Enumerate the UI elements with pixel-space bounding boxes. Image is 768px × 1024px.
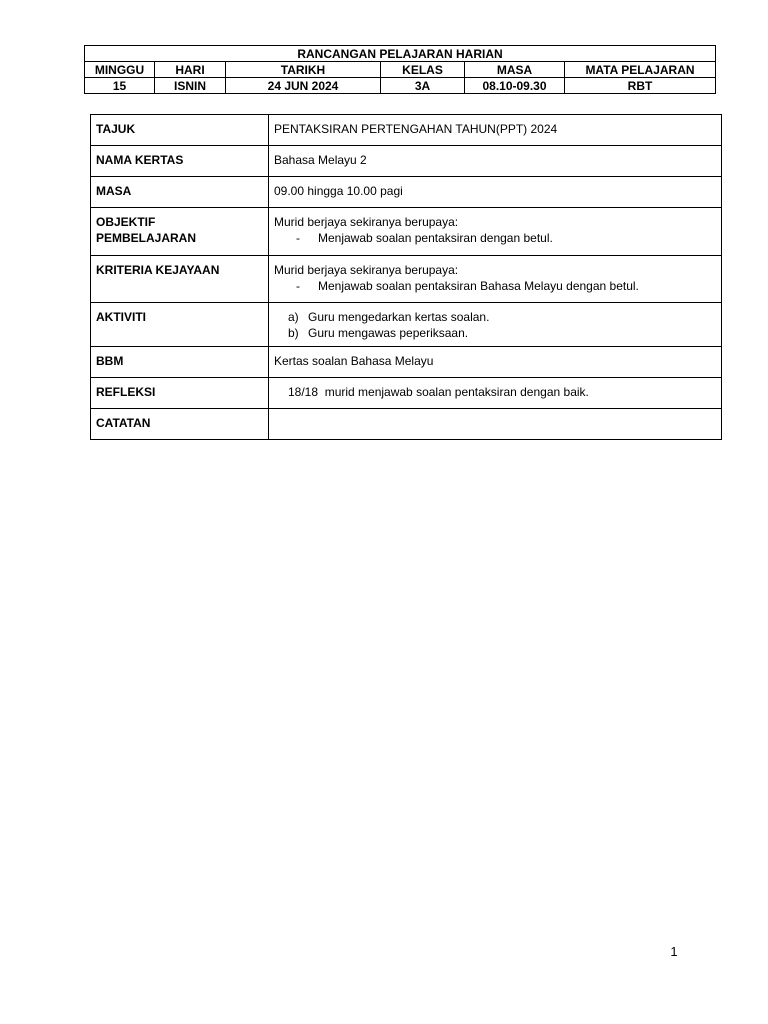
aktiviti-item-mark: b) xyxy=(288,326,299,340)
label-objektif-line2: PEMBELAJARAN xyxy=(96,231,197,245)
header-col-minggu: MINGGU xyxy=(85,62,155,78)
kriteria-bullet-mark: - xyxy=(296,279,300,293)
header-title: RANCANGAN PELAJARAN HARIAN xyxy=(85,46,716,62)
label-objektif-line1: OBJEKTIF xyxy=(96,215,156,229)
value-catatan xyxy=(269,409,722,440)
aktiviti-item-text: Guru mengawas peperiksaan. xyxy=(308,326,469,340)
objektif-bullet xyxy=(274,230,716,246)
row-nama-kertas xyxy=(91,146,722,177)
row-tajuk xyxy=(91,115,722,146)
row-catatan xyxy=(91,409,722,440)
header-col-hari: HARI xyxy=(155,62,226,78)
objektif-intro: Murid berjaya sekiranya berupaya: xyxy=(274,215,459,229)
objektif-bullet-mark: - xyxy=(296,231,300,245)
header-val-hari: ISNIN xyxy=(155,78,226,94)
row-objektif xyxy=(91,208,722,256)
row-refleksi xyxy=(91,378,722,409)
row-masa xyxy=(91,177,722,208)
value-nama-kertas: Bahasa Melayu 2 xyxy=(269,146,722,177)
label-bbm: BBM xyxy=(91,347,269,378)
refleksi-text: 18/18 murid menjawab soalan pentaksiran dengan baik. xyxy=(288,385,589,399)
header-val-kelas: 3A xyxy=(381,78,465,94)
kriteria-intro: Murid berjaya sekiranya berupaya: xyxy=(274,263,459,277)
aktiviti-item-text: Guru mengedarkan kertas soalan. xyxy=(308,310,490,324)
header-col-kelas: KELAS xyxy=(381,62,465,78)
header-val-mata-pelajaran: RBT xyxy=(565,78,716,94)
value-refleksi xyxy=(269,378,722,409)
row-kriteria xyxy=(91,256,722,303)
label-nama-kertas: NAMA KERTAS xyxy=(91,146,269,177)
label-refleksi: REFLEKSI xyxy=(91,378,269,409)
header-col-mata-pelajaran: MATA PELAJARAN xyxy=(565,62,716,78)
value-kriteria xyxy=(269,256,722,303)
kriteria-bullet xyxy=(274,278,716,294)
header-columns-row xyxy=(85,62,716,78)
label-tajuk: TAJUK xyxy=(91,115,269,146)
aktiviti-item xyxy=(274,309,716,325)
label-kriteria: KRITERIA KEJAYAAN xyxy=(91,256,269,303)
header-table xyxy=(84,45,716,94)
value-tajuk: PENTAKSIRAN PERTENGAHAN TAHUN(PPT) 2024 xyxy=(269,115,722,146)
header-col-masa: MASA xyxy=(465,62,565,78)
objektif-bullet-text: Menjawab soalan pentaksiran dengan betul. xyxy=(318,231,553,245)
header-val-tarikh: 24 JUN 2024 xyxy=(226,78,381,94)
row-bbm xyxy=(91,347,722,378)
label-catatan: CATATAN xyxy=(91,409,269,440)
label-masa: MASA xyxy=(91,177,269,208)
row-aktiviti xyxy=(91,303,722,347)
aktiviti-item xyxy=(274,325,716,341)
header-val-masa: 08.10-09.30 xyxy=(465,78,565,94)
header-col-tarikh: TARIKH xyxy=(226,62,381,78)
lesson-plan-table xyxy=(90,114,722,440)
aktiviti-item-mark: a) xyxy=(288,310,299,324)
value-bbm: Kertas soalan Bahasa Melayu xyxy=(269,347,722,378)
value-aktiviti xyxy=(269,303,722,347)
kriteria-bullet-text: Menjawab soalan pentaksiran Bahasa Melayu dengan betul. xyxy=(318,279,639,293)
label-objektif xyxy=(91,208,269,256)
header-title-row xyxy=(85,46,716,62)
page-number: 1 xyxy=(670,944,678,959)
header-values-row xyxy=(85,78,716,94)
value-objektif xyxy=(269,208,722,256)
header-val-minggu: 15 xyxy=(85,78,155,94)
label-aktiviti: AKTIVITI xyxy=(91,303,269,347)
value-masa: 09.00 hingga 10.00 pagi xyxy=(269,177,722,208)
